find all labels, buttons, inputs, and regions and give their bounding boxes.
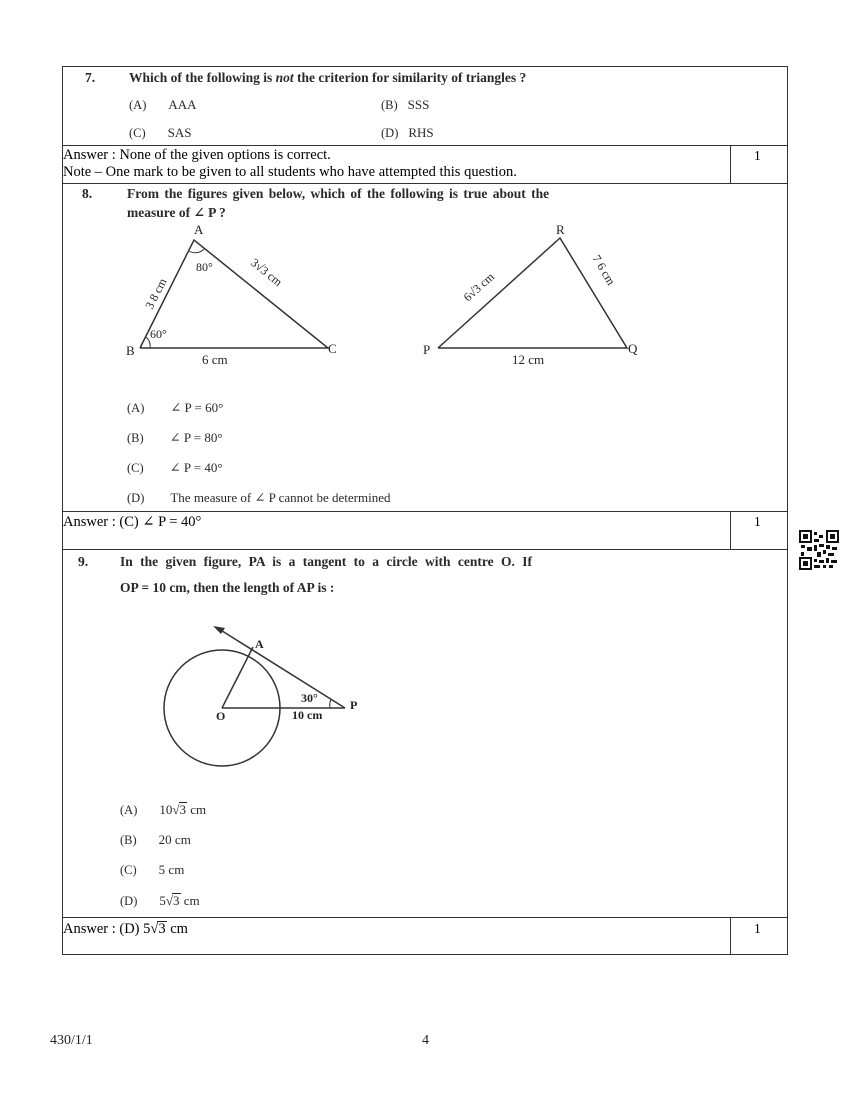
angle-b-label: 60°: [150, 327, 167, 341]
radius-oa: [222, 647, 253, 708]
option-a: (A) ∠ P = 60°: [127, 400, 224, 415]
vertex-p: P: [423, 342, 431, 357]
row-divider: [62, 917, 788, 918]
point-o: O: [216, 709, 226, 723]
note-text: Note – One mark to be given to all students who have attempted this question.: [63, 164, 517, 180]
question-text: Which of the following is not the criterion for similarity of triangles ?: [129, 70, 527, 85]
vertex-b: B: [126, 343, 135, 358]
question-number: 7.: [85, 70, 96, 85]
question-text-cont: OP = 10 cm, then the length of AP is :: [120, 580, 335, 595]
option-c: (C) 5 cm: [120, 862, 185, 877]
marks-column-divider: [730, 511, 731, 549]
marks-column-divider: [730, 917, 731, 955]
row-divider: [62, 549, 788, 550]
option-d: (D) The measure of ∠ P cannot be determined: [127, 490, 391, 505]
angle-p-label: 30°: [301, 691, 318, 705]
paper-code: 430/1/1: [50, 1033, 93, 1048]
option-a: (A) 10√3 cm: [120, 802, 207, 817]
vertex-a: A: [194, 222, 204, 237]
qr-code: [799, 530, 839, 570]
option-c: (C) SAS: [129, 125, 192, 140]
option-b: (B) ∠ P = 80°: [127, 430, 223, 445]
vertex-q: Q: [628, 341, 638, 356]
question-number: 8.: [82, 186, 93, 201]
row-divider: [62, 145, 788, 146]
side-pr-label: 6√3 cm: [460, 269, 497, 305]
triangle-figures: [110, 218, 670, 378]
option-b: (B) 20 cm: [120, 832, 191, 847]
arrow-head: [213, 626, 225, 634]
option-d: (D) RHS: [381, 125, 434, 140]
side-bc-label: 6 cm: [202, 352, 228, 367]
side-pq-label: 12 cm: [512, 352, 545, 367]
tangent-figure: [155, 620, 375, 770]
angle-p-arc: [330, 699, 331, 708]
option-a: (A) AAA: [129, 97, 197, 112]
vertex-r: R: [556, 222, 565, 237]
triangle-abc: [126, 222, 337, 367]
side-rq-label: 7 6 cm: [589, 252, 619, 288]
question-text-cont: measure of ∠ P ?: [127, 205, 226, 220]
marks-value: 1: [754, 514, 761, 529]
triangle-abc-outline: [140, 240, 328, 348]
side-op-label: 10 cm: [292, 708, 323, 722]
angle-a-label: 80°: [196, 260, 213, 274]
side-ac-label: 3√3 cm: [248, 255, 286, 290]
answer-text: Answer : (C) ∠ P = 40°: [63, 514, 202, 530]
row-divider: [62, 183, 788, 184]
point-p: P: [350, 698, 358, 712]
marks-column-divider: [730, 145, 731, 183]
point-a: A: [255, 637, 264, 651]
option-b: (B) SSS: [381, 97, 430, 112]
row-divider: [62, 511, 788, 512]
answer-text: Answer : None of the given options is correct.: [63, 147, 331, 163]
side-ab-label: 3 8 cm: [142, 275, 170, 312]
option-c: (C) ∠ P = 40°: [127, 460, 223, 475]
tangent-line: [219, 629, 345, 708]
vertex-c: C: [328, 341, 337, 356]
question-number: 9.: [78, 554, 89, 569]
option-d: (D) 5√3 cm: [120, 893, 200, 908]
marks-value: 1: [754, 148, 761, 163]
answer-text: Answer : (D) 5√3 cm: [63, 921, 188, 937]
marks-value: 1: [754, 921, 761, 936]
angle-a-arc: [189, 249, 204, 253]
question-text: In the given figure, PA is a tangent to a circle with centre O. If: [120, 554, 532, 569]
page-number: 4: [422, 1033, 429, 1048]
question-text: From the figures given below, which of the following is true about the: [127, 186, 550, 201]
triangle-pqr: [423, 222, 638, 367]
